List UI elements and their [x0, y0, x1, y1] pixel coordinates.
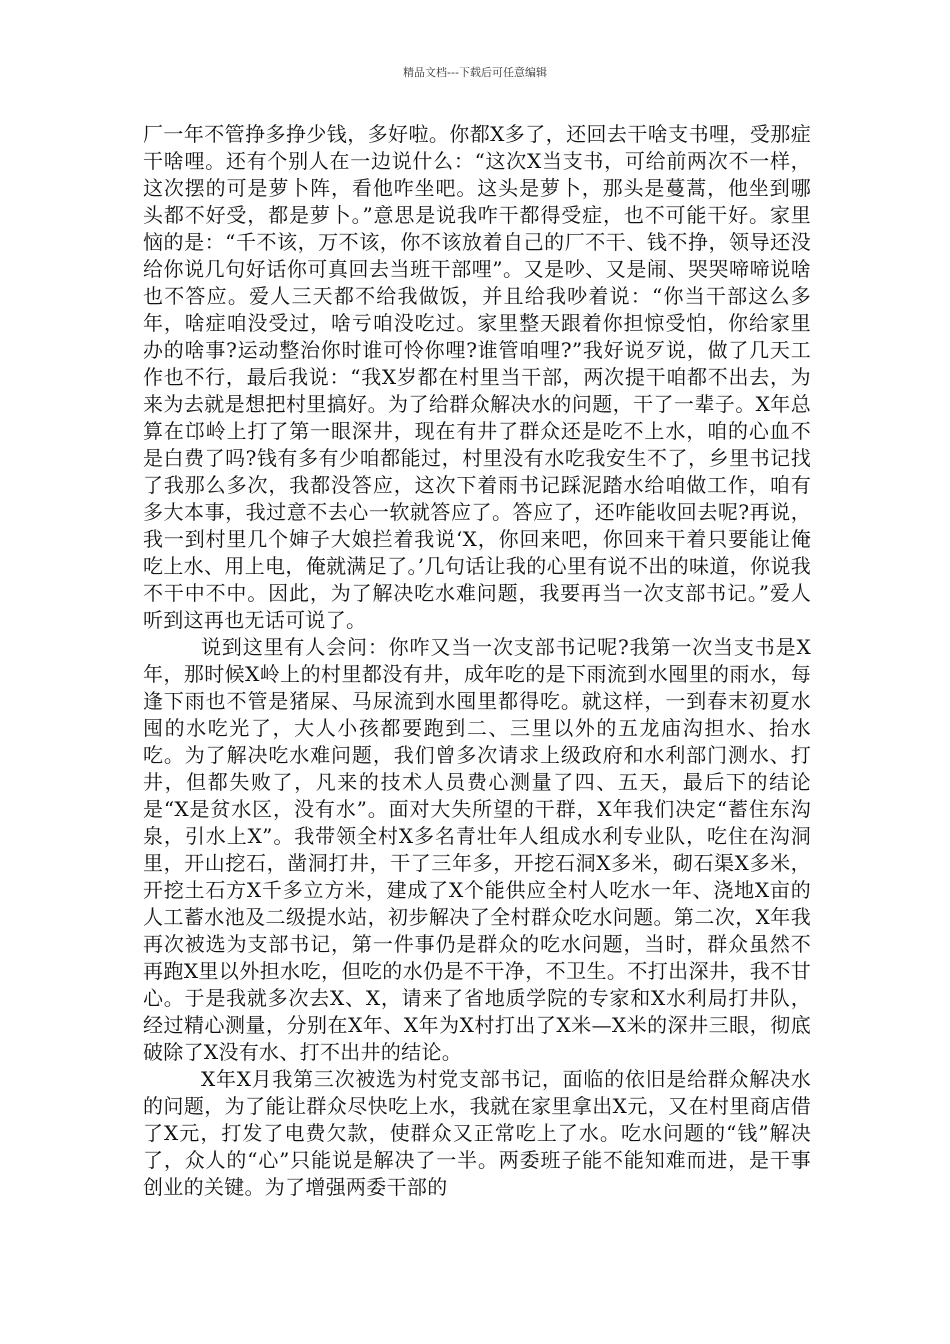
- body-paragraph-1: 厂一年不管挣多挣少钱，多好啦。你都X多了，还回去干啥支书哩，受那症干啥哩。还有个别人在一边说什么：“这次X当支书，可给前两次不一样，这次摆的可是萝卜阵，看他咋坐吧。这头是萝卜，那头是蔓蒿，他坐到哪头都不好受，都是萝卜。”意思是说我咋干都得受症，也不可能干好。家里恼的是：“千不该，万不该，你不该放着自己的厂不干、钱不挣，领导还没给你说几句好话你可真回去当班干部哩”。又是吵、又是闹、哭哭啼啼说啥也不答应。爱人三天都不给我做饭，并且给我吵着说：“你当干部这么多年，啥症咱没受过，啥亏咱没吃过。家里整天跟着你担惊受怕，你给家里办的啥事?运动整治你时谁可怜你哩?谁管咱哩?”我好说歹说，做了几天工作也不行，最后我说：“我X岁都在村里当干部，两次提干咱都不出去，为来为去就是想把村里搞好。为了给群众解决水的问题，干了一辈子。X年总算在邙岭上打了第一眼深井，现在有井了群众还是吃不上水，咱的心血不是白费了吗?钱有多有少咱都能过，村里没有水吃我安生不了，乡里书记找了我那么多次，我都没答应，这次下着雨书记踩泥踏水给咱做工作，咱有多大本事，我过意不去心一软就答应了。答应了，还咋能收回去呢?再说，我一到村里几个婶子大娘拦着我说‘X，你回来吧，你回来干着只要能让俺吃上水、用上电，俺就满足了。’几句话让我的心里有说不出的味道，你说我不干中不中。因此，为了解决吃水难问题，我要再当一次支部书记。”爱人听到这再也无话可说了。: [143, 122, 811, 632]
- body-paragraph-2: 说到这里有人会问：你咋又当一次支部书记呢?我第一次当支书是X年，那时候X岭上的村里都没有井，成年吃的是下雨流到水囤里的雨水，每逢下雨也不管是猪屎、马尿流到水囤里都得吃。就这样，一到春末初夏水囤的水吃光了，大人小孩都要跑到二、三里以外的五龙庙沟担水、抬水吃。为了解决吃水难问题，我们曾多次请求上级政府和水利部门测水、打井，但都失败了，凡来的技术人员费心测量了四、五天，最后下的结论是“X是贫水区，没有水”。面对大失所望的干群，X年我们决定“蓄住东沟泉，引水上X”。我带领全村X多名青壮年人组成水利专业队，吃住在沟洞里，开山挖石，凿洞打井，干了三年多，开挖石洞X多米，砌石渠X多米，开挖土石方X千多立方米，建成了X个能供应全村人吃水一年、浇地X亩的人工蓄水池及二级提水站，初步解决了全村群众吃水问题。第二次，X年我再次被选为支部书记，第一件事仍是群众的吃水问题，当时，群众虽然不再跑X里以外担水吃，但吃的水仍是不干净，不卫生。不打出深井，我不甘心。于是我就多次去X、X，请来了省地质学院的专家和X水利局打井队，经过精心测量，分别在X年、X年为X村打出了X米—X米的深井三眼，彻底破除了X没有水、打不出井的结论。: [143, 635, 811, 1064]
- page-header: 精品文档---下载后可任意编辑: [403, 66, 547, 79]
- document-body: [143, 121, 811, 1201]
- body-paragraph-3: X年X月我第三次被选为村党支部书记，面临的依旧是给群众解决水的问题，为了能让群众尽快吃上水，我就在家里拿出X元，又在村里商店借了X元，打发了电费欠款，使群众又正常吃上了水。吃水问题的“钱”解决了，众人的“心”只能说是解决了一半。两委班子能不能知难而进，是干事创业的关键。为了增强两委干部的: [143, 1067, 811, 1199]
